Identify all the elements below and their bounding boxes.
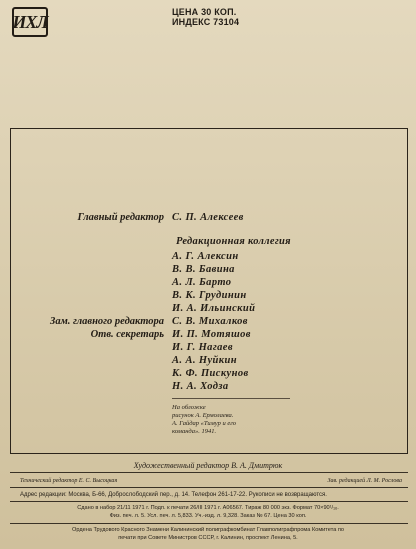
board-member: К. Ф. Пискунов <box>172 368 249 379</box>
cover-note-line: рисунок А. Ермолаева. <box>172 412 234 419</box>
cover-note-line: команда». 1941. <box>172 428 217 435</box>
art-editor-line: Художественный редактор В. А. Дмитрюк <box>133 461 283 470</box>
board-member: С. В. Михалков <box>172 316 248 327</box>
board-member: И. П. Мотяшов <box>172 329 251 340</box>
board-member: А. Л. Барто <box>172 277 232 288</box>
price-block <box>172 7 239 27</box>
divider <box>10 523 408 524</box>
tech-editor-line: Технический редактор Е. С. Высоцкая <box>20 478 118 484</box>
credit-name: С. П. Алексеев <box>172 212 244 223</box>
index-text: ИНДЕКС 73104 <box>172 17 240 27</box>
cover-note-line: А. Гайдар «Тимур и его <box>172 420 236 427</box>
board-member: А. А. Нуйкин <box>172 355 237 366</box>
divider <box>10 472 408 473</box>
print-info-line: Сдано в набор 21/11 1971 г. Подп. к печати 26/III 1971 г. А06567. Тираж 80 000 экз. Формат 70×90¹/₁₆. <box>77 505 339 511</box>
publisher-logo <box>12 7 48 37</box>
editorial-address: Адрес редакции: Москва, Б-66, Доброслободский пер., д. 14. Телефон 261-17-22. Рукописи не возвращаются. <box>20 492 327 498</box>
board-member: Н. А. Ходза <box>172 381 229 392</box>
printer-line: печати при Совете Министров СССР, г. Калинин, проспект Ленина, 5. <box>118 535 298 541</box>
board-member: И. А. Ильинский <box>172 303 256 314</box>
board-member: В. К. Грудинин <box>172 290 247 301</box>
cover-note-rule <box>172 398 290 399</box>
divider <box>10 487 408 488</box>
divider <box>10 501 408 502</box>
print-info-line: Физ. печ. л. 5. Усл. печ. л. 5,833. Уч.-изд. л. 9,328. Заказ № 67. Цена 30 коп. <box>109 513 307 519</box>
deputy-editor-line: Зав. редакцией Л. М. Рослова <box>327 478 402 484</box>
cover-note-line: На обложке <box>172 404 206 411</box>
board-role: Отв. секретарь <box>90 329 164 340</box>
price-text: ЦЕНА 30 КОП. <box>172 7 237 17</box>
credit-role: Главный редактор <box>77 212 164 223</box>
board-role: Зам. главного редактора <box>49 316 164 327</box>
printer-line: Ордена Трудового Красного Знамени Калининский полиграфкомбинат Главполиграфпрома Комитета по <box>71 527 345 533</box>
cover-note <box>172 404 292 436</box>
board-member: А. Г. Алексин <box>172 251 239 262</box>
board-member: И. Г. Нагаев <box>172 342 233 353</box>
board-member: В. В. Бавина <box>172 264 235 275</box>
board-title: Редакционная коллегия <box>176 236 291 247</box>
logo-text: ИХЛ <box>12 11 48 32</box>
